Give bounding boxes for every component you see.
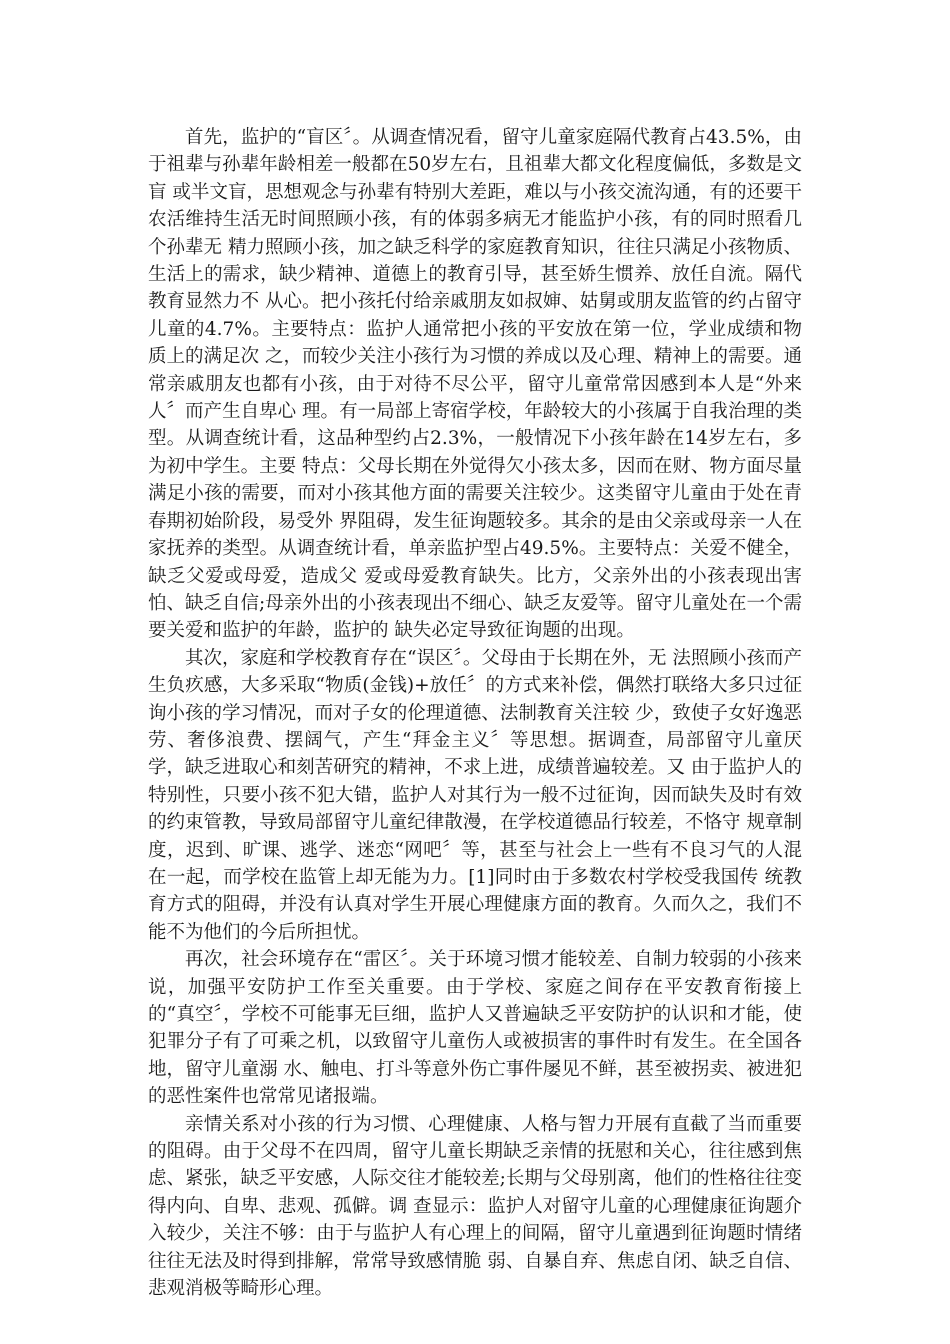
paragraph-family-affection: 亲情关系对小孩的行为习惯、心理健康、人格与智力开展有直截了当而重要的阻碍。由于父母不在四周，留守儿童长期缺乏亲情的抚慰和关心，往往感到焦虑、紧张，缺乏平安感，人际交往才能较差;长期与父母别离，他们的性格往往变得内向、自卑、悲观、孤僻。调 查显示：监护人对留守儿童的心理健康征询题介入较少，关注不够：由于与监护人有心理上的间隔，留守儿童遇到征询题时情绪往往无法及时得到排解，常常导致感情脆 弱、自暴自弃、焦虑自闭、缺乏自信、悲观消极等畸形心理。 [148,1113,802,1300]
paragraph-education-misconception: 其次，家庭和学校教育存在“误区〞。父母由于长期在外，无 法照顾小孩而产生负疚感，大多采取“物质(金钱)+放任〞的方式来补偿，偶然打联络大多只过征询小孩的学习情况，而对子女的伦理道德、法制教育关注较 少，致使子女好逸恶劳、奢侈浪费、摆阔气，产生“拜金主义〞等思想。据调查，局部留守儿童厌学，缺乏进取心和刻苦研究的精神，不求上进，成绩普遍较差。又 由于监护人的特别性，只要小孩不犯大错，监护人对其行为一般不过征询，因而缺失及时有效的约束管教，导致局部留守儿童纪律散漫，在学校道德品行较差，不恪守 规章制度，迟到、旷课、逃学、迷恋“网吧〞等，甚至与社会上一些有不良习气的人混在一起，而学校在监管上却无能为力。[1]同时由于多数农村学校受我国传 统教育方式的阻碍，并没有认真对学生开展心理健康方面的教育。久而久之，我们不能不为他们的今后所担忧。 [148,647,802,943]
paragraph-social-environment-danger: 再次，社会环境存在“雷区〞。关于环境习惯才能较差、自制力较弱的小孩来说，加强平安防护工作至关重要。由于学校、家庭之间存在平安教育衔接上的“真空〞，学校不可能事无巨细，监护人又普遍缺乏平安防护的认识和才能，使犯罪分子有了可乘之机，以致留守儿童伤人或被损害的事件时有发生。在全国各地，留守儿童溺 水、触电、打斗等意外伤亡事件屡见不鲜，甚至被拐卖、被进犯的恶性案件也常常见诸报端。 [148,949,802,1108]
paragraph-guardianship-blind-zone: 首先，监护的“盲区〞。从调查情况看，留守儿童家庭隔代教育占43.5%，由于祖辈与孙辈年龄相差一般都在50岁左右，且祖辈大都文化程度偏低，多数是文盲 或半文盲，思想观念与孙辈有特别大差距，难以与小孩交流沟通，有的还要干农活维持生活无时间照顾小孩，有的体弱多病无才能监护小孩，有的同时照看几个孙辈无 精力照顾小孩，加之缺乏科学的家庭教育知识，往往只满足小孩物质、生活上的需求，缺少精神、道德上的教育引导，甚至娇生惯养、放任自流。隔代教育显然力不 从心。把小孩托付给亲戚朋友如叔婶、姑舅或朋友监管的约占留守儿童的4.7%。主要特点：监护人通常把小孩的平安放在第一位，学业成绩和物质上的满足次 之，而较少关注小孩行为习惯的养成以及心理、精神上的需要。通常亲戚朋友也都有小孩，由于对待不尽公平，留守儿童常常因感到本人是“外来人〞而产生自卑心 理。有一局部上寄宿学校，年龄较大的小孩属于自我治理的类型。从调查统计看，这品种型约占2.3%，一般情况下小孩年龄在14岁左右，多为初中学生。主要 特点：父母长期在外觉得欠小孩太多，因而在财、物方面尽量满足小孩的需要，而对小孩其他方面的需要关注较少。这类留守儿童由于处在青春期初始阶段，易受外 界阻碍，发生征询题较多。其余的是由父亲或母亲一人在家抚养的类型。从调查统计看，单亲监护型占49.5%。主要特点：关爱不健全，缺乏父爱或母爱，造成父 爱或母爱教育缺失。比方，父亲外出的小孩表现出害怕、缺乏自信;母亲外出的小孩表现出不细心、缺乏友爱等。留守儿童处在一个需要关爱和监护的年龄，监护的 缺失必定导致征询题的出现。 [148,127,802,642]
document-body [148,124,802,1302]
